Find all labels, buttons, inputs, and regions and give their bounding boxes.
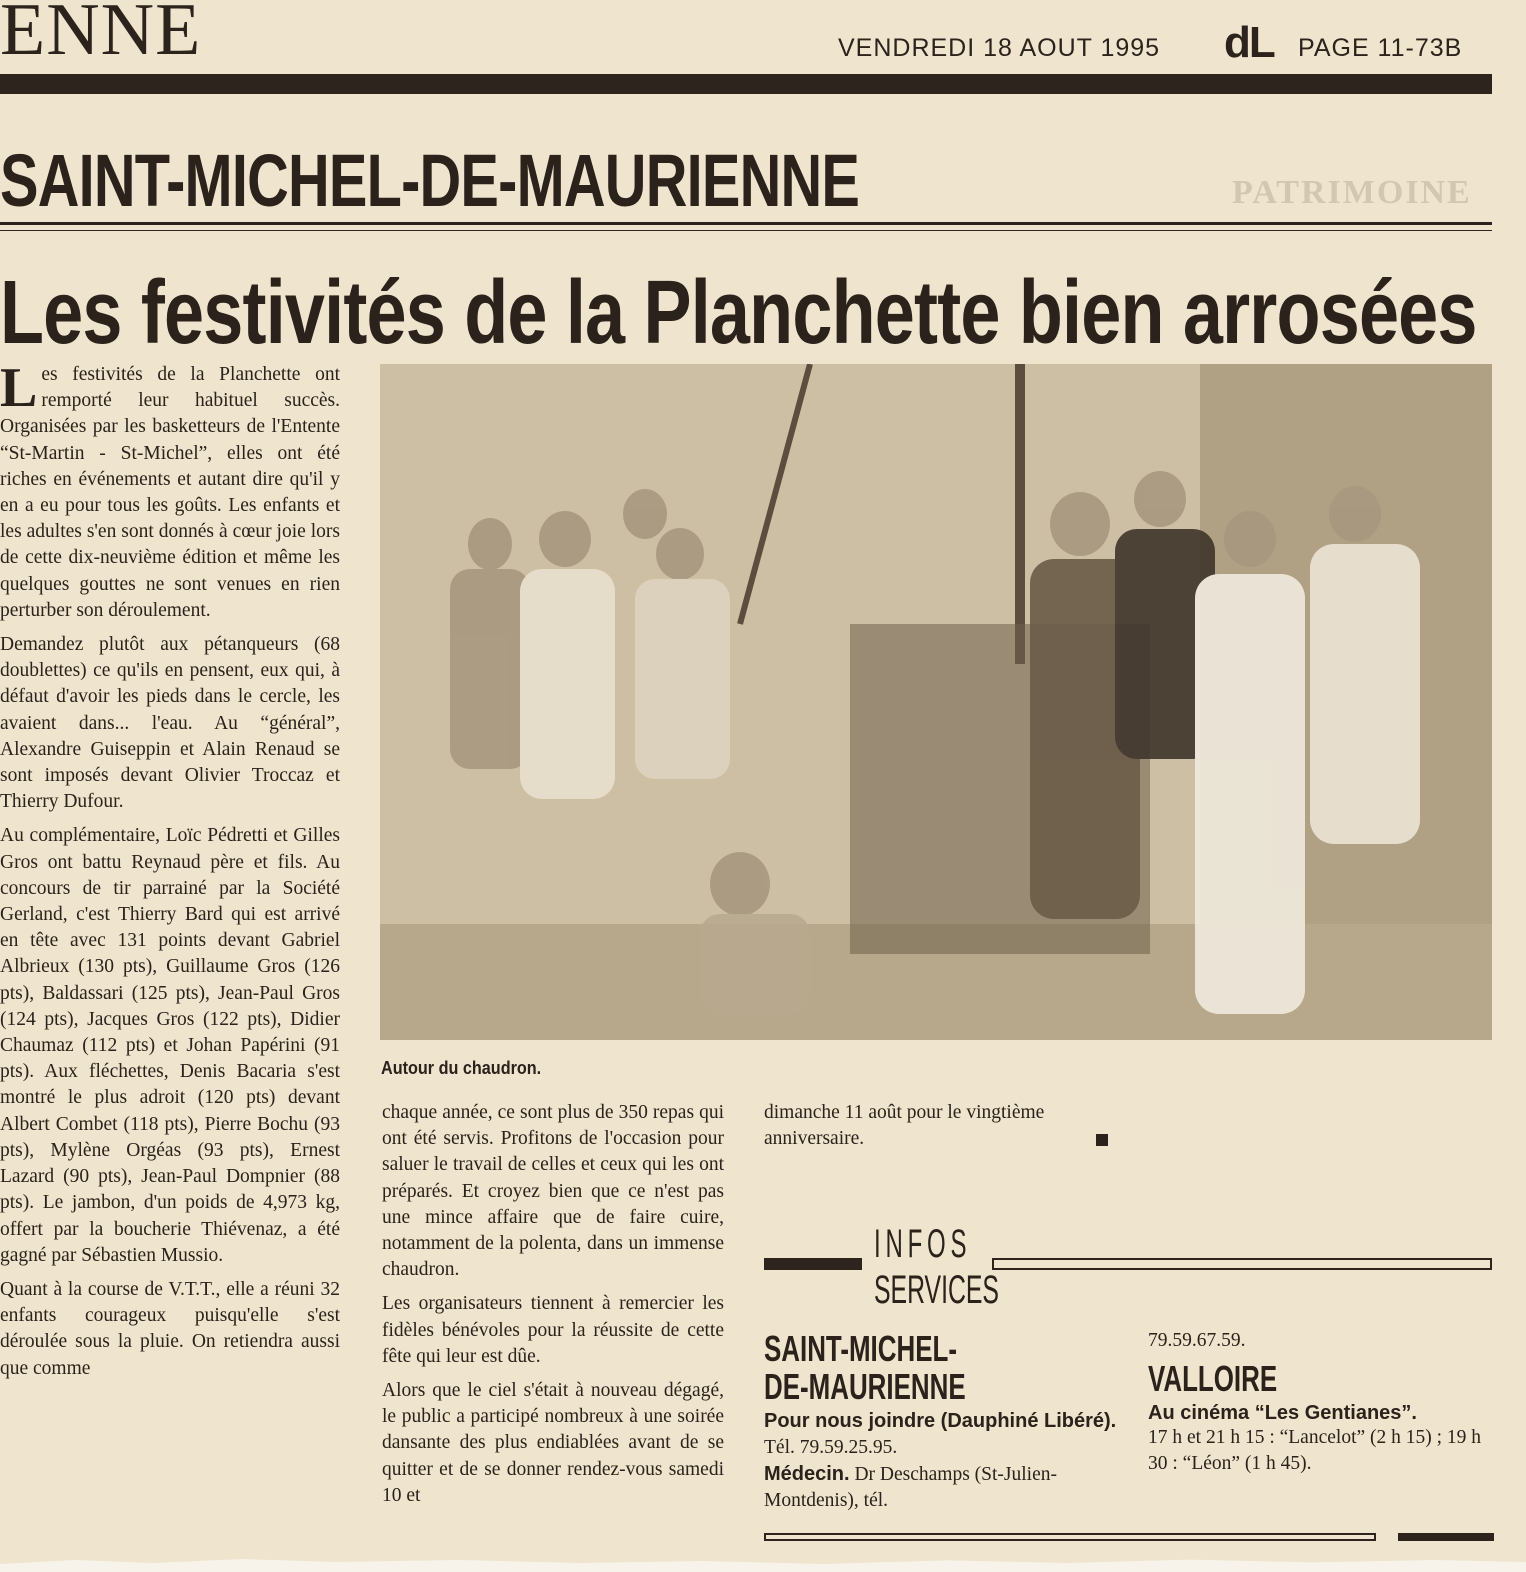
contact-text: Tél. 79.59.25.95. bbox=[764, 1437, 898, 1458]
doctor-entry bbox=[764, 1461, 1124, 1514]
contact-label: Pour nous joindre (Dauphiné Libéré). bbox=[764, 1410, 1117, 1432]
phone-continued: 79.59.67.59. bbox=[1148, 1330, 1246, 1351]
paragraph: Les organisateurs tiennent à remercier les fidèles bénévoles pour la réussite de cette fête qui leur est dûe. bbox=[382, 1293, 724, 1367]
infos-right-column bbox=[1148, 1328, 1492, 1477]
article-column-1 bbox=[0, 357, 340, 1390]
doctor-label: Médecin. bbox=[764, 1463, 850, 1485]
article-column-3 bbox=[764, 1100, 1108, 1160]
footer-rule-left bbox=[764, 1533, 1376, 1541]
town-heading-line-1: SAINT-MICHEL- bbox=[764, 1328, 957, 1369]
town-heading-line-2: DE-MAURIENNE bbox=[764, 1366, 966, 1407]
town-heading: VALLOIRE bbox=[1148, 1358, 1278, 1399]
infos-left-column bbox=[764, 1330, 1124, 1514]
cinema-text: 17 h et 21 h 15 : “Lancelot” (2 h 15) ; 19 h 30 : “Léon” (1 h 45). bbox=[1148, 1427, 1482, 1474]
page-number: PAGE 11-73B bbox=[1298, 34, 1463, 62]
end-of-article-mark bbox=[1096, 1134, 1108, 1146]
infos-title-top: INFOS bbox=[874, 1222, 972, 1266]
masthead-fragment: ENNE bbox=[0, 0, 202, 71]
footer-rule-right bbox=[1398, 1533, 1494, 1541]
infos-rule-left bbox=[764, 1258, 862, 1270]
photo-caption: Autour du chaudron. bbox=[381, 1058, 542, 1078]
paragraph: dimanche 11 août pour le vingtième anniversaire. bbox=[764, 1102, 1045, 1150]
newspaper-logo: dL bbox=[1224, 18, 1274, 67]
paragraph bbox=[0, 357, 340, 624]
drop-cap: L bbox=[0, 357, 38, 419]
paragraph: Alors que le ciel s'était à nouveau dégagé, le public a participé nombreux à une soirée dansante des plus endiablées avant de se quitter et de se donner rendez-vous samedi 10 et bbox=[382, 1380, 724, 1506]
paragraph: chaque année, ce sont plus de 350 repas qui ont été servis. Profitons de l'occasion pour saluer le travail de celles et ceux qui les ont préparés. Et croyez bien que ce n'est pas une mince affaire que de faire cuire, notamment de la polenta, dans un immense chaudron. bbox=[382, 1102, 724, 1281]
article-headline: Les festivités de la Planchette bien arrosées bbox=[0, 263, 1477, 363]
article-column-2 bbox=[382, 1100, 724, 1517]
issue-date: VENDREDI 18 AOUT 1995 bbox=[838, 34, 1161, 62]
article-photo bbox=[380, 364, 1492, 1040]
paragraph: Quant à la course de V.T.T., elle a réuni 32 enfants courageux puisqu'elle s'est déroulée sous la pluie. On retiendra aussi que comme bbox=[0, 1278, 340, 1379]
section-rule-fine bbox=[0, 230, 1492, 231]
paragraph: Au complémentaire, Loïc Pédretti et Gilles Gros ont battu Reynaud père et fils. Au concours de tir parrainé par la Société Gerland, c'est Thierry Bard qui est arrivé en tête avec 131 points devant Gabriel Albrieux (130 pts), Guillaume Gros (126 pts), Baldassari (125 pts), Jean-Paul Gros (124 pts), Jacques Gros (122 pts), Didier Chaumaz (112 pts) et Johan Papérini (91 pts). Aux fléchettes, Denis Bacaria s'est montré le plus adroit (120 pts) devant Albert Combet (118 pts), Pierre Bochu (93 pts), Mylène Orgéas (93 pts), Ernest Lazard (90 pts), Jean-Paul Dompnier (88 pts). Le jambon, d'un poids de 4,973 kg, offert par la boucherie Thiévenaz, a été gagné par Sébastien Mussio. bbox=[0, 825, 340, 1266]
section-title: SAINT-MICHEL-DE-MAURIENNE bbox=[0, 139, 860, 222]
torn-edge bbox=[0, 1552, 1526, 1572]
header-rule bbox=[0, 74, 1492, 94]
infos-rule-right bbox=[992, 1258, 1492, 1270]
paragraph: Demandez plutôt aux pétanqueurs (68 doublettes) ce qu'ils en pensent, eux qui, à défaut d'avoir les pieds dans le cercle, les avaient dans... l'eau. Au “général”, Alexandre Guiseppin et Alain Renaud se sont imposés devant Olivier Troccaz et Thierry Dufour. bbox=[0, 634, 340, 813]
doctor-text: Dr Deschamps (St-Julien-Montdenis), tél. bbox=[764, 1464, 1057, 1511]
paragraph-text: es festivités de la Planchette ont remporté leur habituel succès. Organisées par les basketteurs de l'Entente “St-Martin - St-Michel”, elles ont été riches en événements et autant dire qu'il y en a eu pour tous les goûts. Les enfants et les adultes s'en sont donnés à cœur joie lors de cette dix-neuvième édition et même les quelques gouttes ne sont venues en rien perturber son déroulement. bbox=[0, 364, 340, 621]
photo-illustration bbox=[380, 364, 1492, 1040]
cinema-label: Au cinéma “Les Gentianes”. bbox=[1148, 1402, 1417, 1424]
infos-title-bottom: SERVICES bbox=[874, 1268, 999, 1312]
contact-entry bbox=[764, 1408, 1124, 1461]
bleed-through-text: PATRIMOINE bbox=[1232, 174, 1472, 211]
section-rule bbox=[0, 222, 1492, 225]
